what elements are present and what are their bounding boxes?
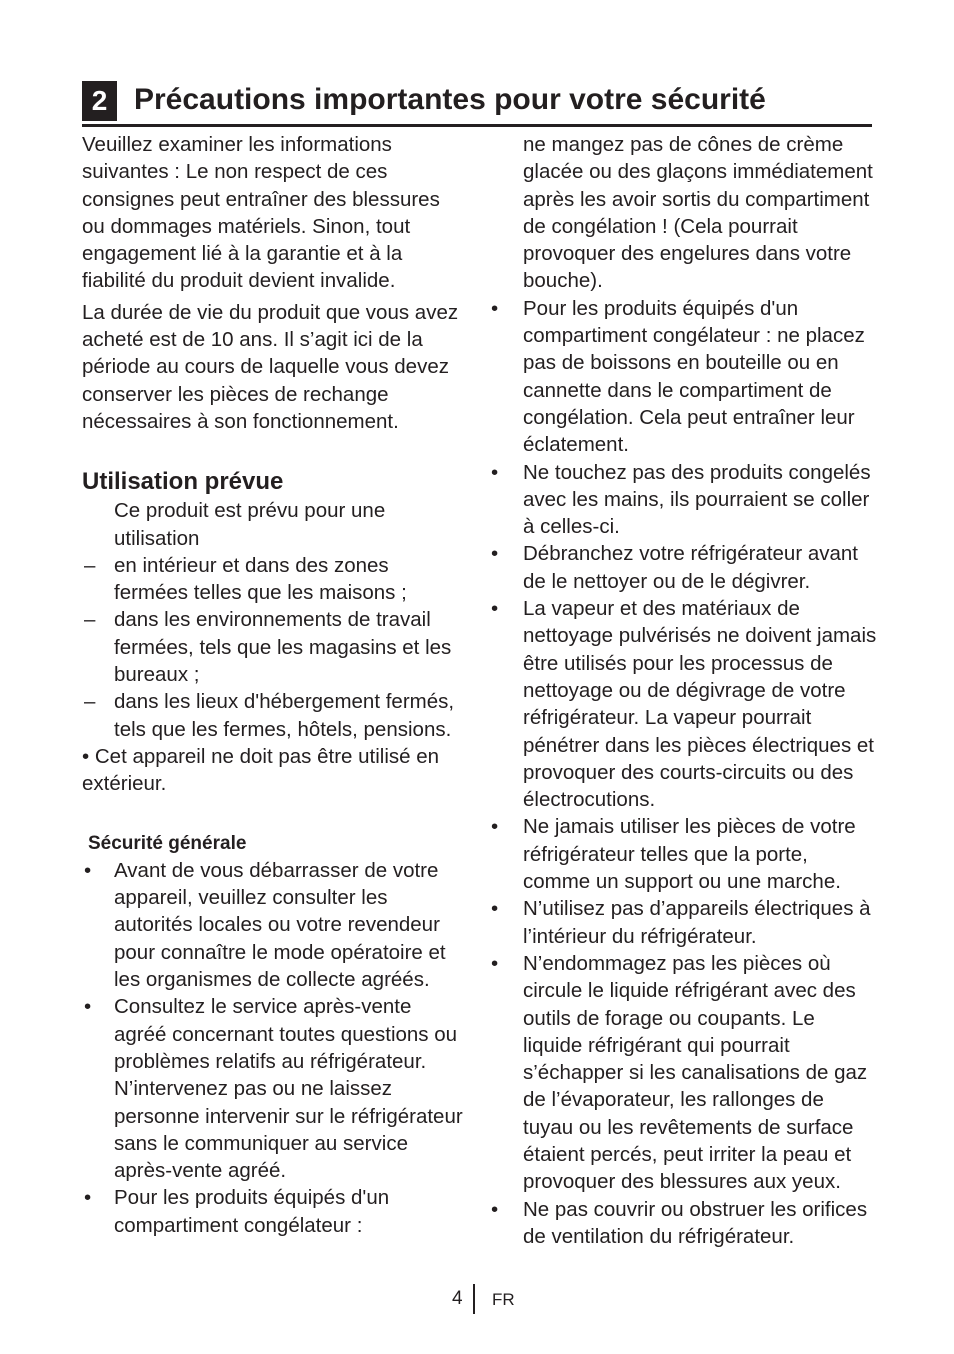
left-column (82, 131, 467, 1239)
page-number: 4 (452, 1288, 463, 1309)
usage-list (82, 552, 467, 743)
list-item-text: dans les environnements de travail fermées, tels que les magasins et les bureaux ; (114, 608, 452, 687)
safety-list-continued (489, 295, 879, 1250)
list-item (489, 895, 879, 950)
list-item (82, 1184, 467, 1239)
list-item (489, 950, 879, 1196)
continuation-text: ne mangez pas de cônes de crème glacée ou des glaçons immédiatement après les avoir sortis du compartiment de congélation ! (Cela pourrait provoquer des engelures dans votre bouche). (523, 133, 873, 293)
list-item-text: Débranchez votre réfrigérateur avant de le nettoyer ou de le dégivrer. (523, 542, 859, 593)
list-item-text: La vapeur et des matériaux de nettoyage pulvérisés ne doivent jamais être utilisés pour les processus de nettoyage ou de dégivrage de votre réfrigérateur. La vapeur pourrait pénétrer dans les pièces électriques et provoquer des courts-circuits ou des électrocutions. (523, 597, 877, 812)
dash-marker: – (84, 690, 96, 714)
bullet-marker: • (84, 858, 92, 882)
dash-marker: – (84, 553, 96, 577)
list-item-text: Consultez le service après-vente agréé concernant toutes questions ou problèmes relatifs au réfrigérateur. N’intervenez pas ou ne laissez personne intervenir sur le réfrigérateur sans le communiquer au service après-vente agréé. (114, 995, 463, 1183)
right-column (489, 131, 879, 1250)
usage-heading: Utilisation prévue (82, 468, 284, 496)
list-item-text: N’endommagez pas les pièces où circule le liquide réfrigérant avec des outils de forage ou coupants. Le liquide réfrigérant qui pourrait s’échapper si les canalisations de gaz de l’évaporateur, les rallonges de tuyau ou les revêtements de surface étaient percés, peut irriter la peau et provoquer des blessures aux yeux. (523, 951, 868, 1194)
list-item-text: Avant de vous débarrasser de votre appareil, veuillez consulter les autorités locales ou votre revendeur pour connaître le mode opératoire et les organismes de collecte agréés. (114, 858, 446, 992)
lifetime-paragraph: La durée de vie du produit que vous avez acheté est de 10 ans. Il s’agit ici de la période au cours de laquelle vous devez conserver les pièces de rechange nécessaires à son fonctionnement. (82, 300, 459, 433)
safety-list (82, 857, 467, 1239)
list-item (489, 459, 879, 541)
language-code: FR (492, 1290, 515, 1309)
section-header (82, 80, 872, 127)
page-title: Précautions importantes pour votre sécurité (134, 83, 766, 116)
bullet-marker: • (491, 597, 499, 621)
outdoor-note: • Cet appareil ne doit pas être utilisé en extérieur. (82, 744, 440, 796)
list-item-text: Pour les produits équipés d'un compartiment congélateur : (114, 1186, 390, 1237)
list-item (489, 295, 879, 459)
list-item (489, 813, 879, 895)
list-item-text: Ne touchez pas des produits congelés avec les mains, ils pourraient se coller à celles-ci. (523, 460, 871, 539)
list-item (489, 1196, 879, 1251)
bullet-marker: • (491, 296, 499, 320)
list-item-text: dans les lieux d'hébergement fermés, tels que les fermes, hôtels, pensions. (114, 690, 455, 741)
footer-divider (473, 1284, 475, 1314)
section-number-badge: 2 (82, 81, 117, 121)
list-item (82, 552, 467, 607)
list-item (489, 540, 879, 595)
usage-intro: Ce produit est prévu pour une utilisation (114, 499, 386, 550)
bullet-marker: • (491, 1197, 499, 1221)
bullet-marker: • (491, 542, 499, 566)
list-item-text: Ne jamais utiliser les pièces de votre réfrigérateur telles que la porte, comme un support ou une marche. (523, 815, 856, 894)
bullet-marker: • (491, 897, 499, 921)
list-item-text: en intérieur et dans des zones fermées telles que les maisons ; (114, 553, 407, 605)
bullet-marker: • (84, 995, 92, 1019)
list-item-text: N’utilisez pas d’appareils électriques à l’intérieur du réfrigérateur. (523, 897, 871, 948)
bullet-marker: • (491, 951, 499, 975)
list-item-text: Pour les produits équipés d'un compartiment congélateur : ne placez pas de boissons en bouteille ou en cannette dans le compartiment de congélation. Cela peut entraîner leur éclatement. (523, 296, 865, 457)
list-item (82, 606, 467, 688)
list-item (82, 857, 467, 993)
intro-paragraph: Veuillez examiner les informations suivantes : Le non respect de ces consignes peut entraîner des blessures ou dommages matériels. Sinon, tout engagement lié à la garantie et à la fiabilité du produit devient invalide. (82, 133, 440, 293)
dash-marker: – (84, 608, 96, 632)
list-item-text: Ne pas couvrir ou obstruer les orifices de ventilation du réfrigérateur. (523, 1197, 868, 1248)
bullet-marker: • (491, 460, 499, 484)
safety-heading: Sécurité générale (88, 832, 247, 854)
bullet-marker: • (84, 1186, 92, 1210)
list-item (82, 993, 467, 1184)
list-item (82, 688, 467, 743)
list-item (489, 595, 879, 813)
bullet-marker: • (491, 815, 499, 839)
